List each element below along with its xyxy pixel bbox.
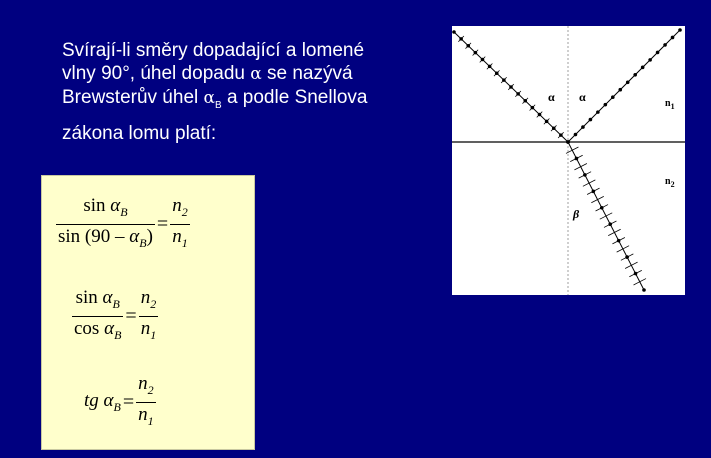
- refracted-ray-tick: [608, 229, 620, 235]
- incident-ray-dot: [538, 113, 542, 117]
- formula-2-equals: =: [125, 305, 137, 327]
- f1-rhs-numerator: [170, 194, 190, 224]
- f1-rhs-n2: n: [172, 195, 182, 216]
- f1-rhs-n1: n: [172, 226, 182, 247]
- reflected-ray-dot: [633, 73, 637, 77]
- alpha-b-symbol: α: [203, 88, 215, 108]
- formula-3-equals: =: [122, 391, 135, 413]
- refracted-ray-tick: [634, 279, 646, 285]
- f2-num-func: sin: [75, 287, 103, 308]
- rays-group: [452, 28, 682, 292]
- alpha-b-subscript: B: [215, 100, 222, 111]
- incident-ray-dot: [495, 71, 499, 75]
- refracted-ray-dot: [608, 222, 612, 226]
- incident-ray-dot: [466, 44, 470, 48]
- formula-1-numerator: [81, 194, 129, 224]
- f3-lhs-sub: B: [113, 400, 121, 414]
- refracted-ray-tick: [625, 262, 637, 268]
- f2-num-sub: B: [112, 297, 120, 311]
- n2-label: [665, 176, 675, 189]
- formula-3-rhs: [136, 372, 156, 433]
- alpha-symbol: α: [250, 64, 262, 84]
- n1-label: [665, 98, 675, 111]
- f2-rhs-n1-sub: 1: [150, 328, 157, 342]
- refracted-ray-dot: [642, 288, 646, 292]
- incident-ray-dot: [523, 99, 527, 103]
- reflected-ray-line: [568, 30, 680, 142]
- reflected-ray-dot: [626, 80, 630, 84]
- refracted-ray-tick: [574, 163, 586, 169]
- reflected-ray-dot: [678, 28, 682, 32]
- refracted-ray-dot: [634, 272, 638, 276]
- f3-lhs-func: tg: [84, 390, 104, 411]
- refracted-ray-dot: [617, 239, 621, 243]
- reflected-ray-dot: [589, 118, 593, 122]
- refracted-ray-tick: [591, 196, 603, 202]
- f2-rhs-n2: n: [140, 287, 151, 308]
- f3-rhs-n1: n: [138, 404, 148, 425]
- f1-num-alpha: α: [110, 195, 121, 216]
- f1-den-func: sin (90 –: [58, 226, 130, 247]
- description-text: [62, 39, 407, 145]
- reflected-ray-dot: [611, 95, 615, 99]
- reflected-ray-dot: [581, 125, 585, 129]
- incident-ray-dot: [516, 92, 520, 96]
- refracted-ray-dot: [566, 140, 570, 144]
- reflected-ray-dot: [648, 58, 652, 62]
- reflected-ray-dot: [604, 103, 608, 107]
- text-line-3: [62, 86, 407, 117]
- f2-den-sub: B: [114, 328, 122, 342]
- f1-den-alpha: α: [129, 226, 140, 247]
- n2-subscript: 2: [670, 180, 675, 189]
- reflected-ray-dot: [663, 43, 667, 47]
- text-line-1: Svírají-li směry dopadající a lomené: [62, 40, 365, 61]
- beta-label: β: [573, 207, 580, 221]
- alpha-right-label: α: [579, 90, 586, 104]
- formula-2-rhs: [139, 286, 159, 347]
- text-line-2-end: se nazývá: [261, 63, 353, 84]
- incident-ray-dot: [459, 37, 463, 41]
- formula-box: [41, 175, 255, 450]
- incident-ray-dot: [509, 85, 513, 89]
- refracted-ray-dot: [583, 173, 587, 177]
- f3-rhs-n1-sub: 1: [147, 414, 154, 428]
- reflected-ray-dot: [671, 36, 675, 40]
- f3-rhs-numerator: [136, 372, 156, 402]
- reflected-ray-dot: [656, 51, 660, 55]
- text-line-2-start: vlny 90°, úhel dopadu: [62, 63, 251, 84]
- text-line-2: [62, 62, 407, 86]
- f1-num-sub: B: [120, 205, 128, 219]
- incident-ray-dot: [545, 120, 549, 124]
- refracted-ray-dot: [600, 206, 604, 210]
- f1-den-close: ): [146, 226, 153, 247]
- n2-letter: n: [665, 176, 671, 187]
- alpha-left-label: α: [548, 90, 555, 104]
- refracted-ray-tick: [583, 180, 595, 186]
- f2-den-func: cos: [74, 318, 105, 339]
- f1-num-func: sin: [83, 195, 111, 216]
- f3-lhs-alpha: α: [103, 390, 114, 411]
- f3-rhs-denominator: [136, 403, 156, 433]
- f2-num-alpha: α: [102, 287, 113, 308]
- diagram-svg: [452, 26, 685, 295]
- f1-rhs-denominator: [170, 225, 190, 255]
- f3-rhs-n2: n: [138, 373, 148, 394]
- formula-3: [84, 372, 156, 433]
- refracted-ray-tick: [617, 246, 629, 252]
- text-line-3-start: Brewsterův úhel: [62, 87, 204, 108]
- formula-1: [56, 194, 190, 255]
- incident-ray-dot: [488, 65, 492, 69]
- formula-1-denominator: [56, 225, 155, 255]
- formula-2: [72, 286, 158, 347]
- incident-ray-dot: [559, 133, 563, 137]
- reflected-ray-dot: [618, 88, 622, 92]
- f2-rhs-numerator: [139, 286, 159, 316]
- incident-ray-dot: [552, 126, 556, 130]
- refracted-ray-dot: [575, 157, 579, 161]
- incident-ray-dot: [474, 51, 478, 55]
- formula-1-rhs: [170, 194, 190, 255]
- f2-rhs-denominator: [139, 317, 159, 347]
- f1-den-sub: B: [139, 236, 147, 250]
- f1-rhs-n2-sub: 2: [181, 205, 188, 219]
- formula-2-denominator: [72, 317, 123, 347]
- formula-2-numerator: [74, 286, 122, 316]
- formula-2-lhs: [72, 286, 123, 347]
- n1-subscript: 1: [670, 102, 675, 111]
- formula-3-lhs: [84, 390, 121, 415]
- f2-den-alpha: α: [104, 318, 115, 339]
- text-line-3-end: a podle Snellova: [221, 87, 368, 108]
- f1-rhs-n1-sub: 1: [181, 236, 188, 250]
- refracted-ray-dot: [592, 190, 596, 194]
- formula-1-lhs: [56, 194, 155, 255]
- incident-ray-dot: [481, 58, 485, 62]
- refracted-ray-tick: [600, 213, 612, 219]
- incident-ray-dot: [452, 30, 456, 34]
- f2-rhs-n1: n: [140, 318, 151, 339]
- brewster-diagram: [452, 26, 685, 295]
- n1-letter: n: [665, 98, 671, 109]
- f2-rhs-n2-sub: 2: [150, 297, 157, 311]
- reflected-ray-dot: [596, 110, 600, 114]
- incident-ray-dot: [502, 78, 506, 82]
- refracted-ray-dot: [625, 255, 629, 259]
- f3-rhs-n2-sub: 2: [147, 383, 154, 397]
- reflected-ray-dot: [574, 133, 578, 137]
- incident-ray-dot: [531, 106, 535, 110]
- text-line-4: zákona lomu platí:: [62, 123, 217, 144]
- reflected-ray-dot: [641, 66, 645, 70]
- formula-1-equals: =: [156, 213, 169, 235]
